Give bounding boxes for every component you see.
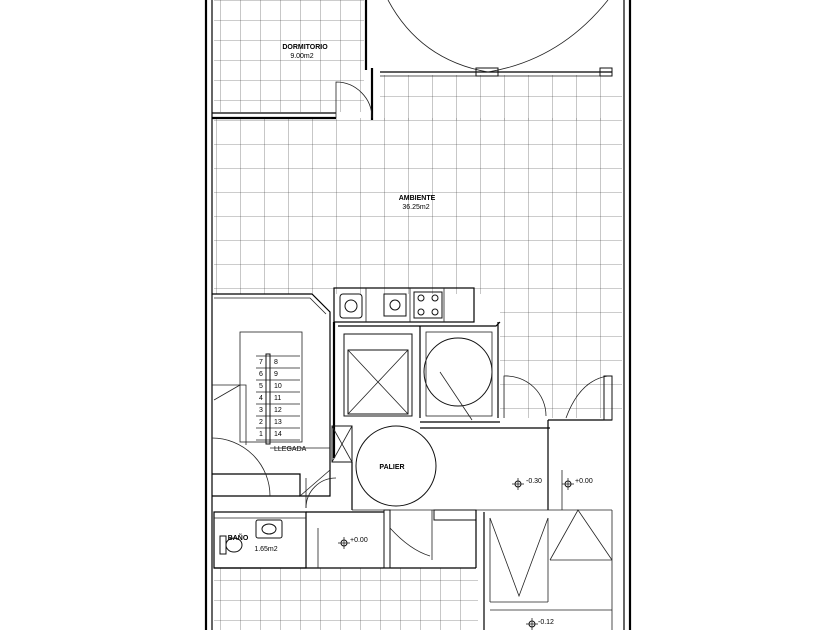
stair-arrival-label: LLEGADA bbox=[274, 446, 307, 453]
stair-step-right-5: 13 bbox=[274, 419, 282, 426]
palier bbox=[306, 420, 612, 510]
stair-step-right-4: 12 bbox=[274, 407, 282, 414]
level-label-1: +0.00 bbox=[575, 478, 593, 485]
stove-icon bbox=[414, 292, 442, 318]
room-name-dormitorio: DORMITORIO bbox=[282, 44, 328, 51]
stair-step-right-1: 9 bbox=[274, 371, 278, 378]
stair-step-right-0: 8 bbox=[274, 359, 278, 366]
room-area-dormitorio: 9.00m2 bbox=[290, 53, 314, 60]
stair-step-left-1: 6 bbox=[259, 371, 263, 378]
stair-step-right-3: 11 bbox=[274, 395, 282, 402]
room-area-ambiente: 36.25m2 bbox=[402, 204, 430, 211]
sink-icon bbox=[340, 294, 362, 318]
stair-step-right-6: 14 bbox=[274, 431, 282, 438]
dishwasher-icon bbox=[384, 294, 406, 316]
level-marker-icon bbox=[338, 537, 350, 549]
window-arcs bbox=[380, 0, 612, 76]
stair-step-left-2: 5 bbox=[259, 383, 263, 390]
room-name-ambiente: AMBIENTE bbox=[398, 195, 436, 202]
level-marker-icon bbox=[512, 478, 524, 490]
room-name-palier: PALIER bbox=[379, 464, 405, 471]
elevator-icon bbox=[344, 334, 412, 416]
level-label-2: +0.00 bbox=[350, 537, 368, 544]
level-marker-icon bbox=[526, 618, 538, 630]
washbasin-icon bbox=[256, 520, 282, 538]
shaft-circle bbox=[424, 338, 492, 406]
stair-step-left-4: 3 bbox=[259, 407, 263, 414]
elevator bbox=[334, 322, 500, 458]
level-label-0: -0.30 bbox=[526, 478, 542, 485]
level-label-3: -0.12 bbox=[538, 619, 554, 626]
bathroom bbox=[214, 510, 476, 568]
stair-block bbox=[212, 294, 330, 496]
stair-step-left-3: 4 bbox=[259, 395, 263, 402]
stair-step-left-0: 7 bbox=[259, 359, 263, 366]
level-marker-icon bbox=[562, 478, 574, 490]
room-name-bano: BAÑO bbox=[227, 535, 249, 542]
room-area-bano: 1.65m2 bbox=[254, 546, 278, 553]
stair-step-left-6: 1 bbox=[259, 431, 263, 438]
stair-step-right-2: 10 bbox=[274, 383, 282, 390]
floor-tiles bbox=[214, 0, 622, 630]
stair-step-left-5: 2 bbox=[259, 419, 263, 426]
